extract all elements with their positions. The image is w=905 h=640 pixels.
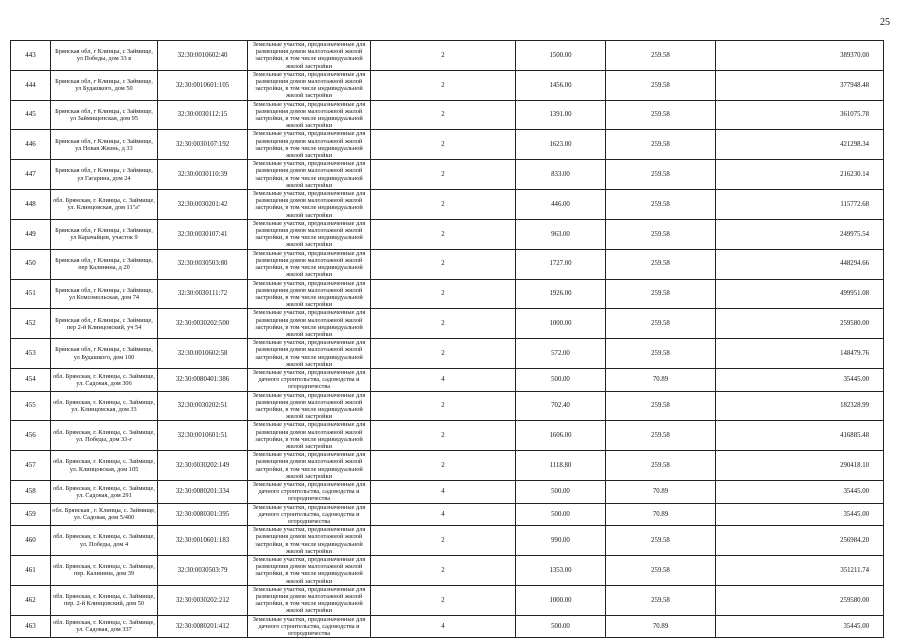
cadastral-value-cell: 259580.00 [716,585,884,615]
table-row [11,585,884,615]
cadastral-number-cell: 32:30:0030111:72 [158,279,248,309]
address-cell: обл. Брянская, г. Клинцы, с. Займище, ул. Клинцовская, дом 105 [51,451,158,481]
group-cell: 2 [371,391,516,421]
area-cell: 500.00 [516,480,606,503]
group-cell: 2 [371,556,516,586]
rate-cell: 259.58 [606,160,716,190]
row-number: 446 [11,130,51,160]
area-cell: 1500.00 [516,41,606,71]
cadastral-number-cell: 32:30:0080201:412 [158,615,248,638]
group-cell: 2 [371,130,516,160]
cadastral-value-cell: 35445.00 [716,368,884,391]
land-purpose-cell: Земельные участки, предназначенные для размещения домов малоэтажной жилой застройки, в том числе индивидуальной жилой застройки [248,526,371,556]
rate-cell: 259.58 [606,100,716,130]
group-cell: 2 [371,219,516,249]
table-row [11,391,884,421]
address-cell: обл. Брянская, г. Клинцы, с. Займище, пер. 2-й Клинцовский, дом 50 [51,585,158,615]
table-row [11,249,884,279]
area-cell: 572.00 [516,339,606,369]
address-cell: обл. Брянская, г. Клинцы, с. Займище, ул. Победы, дом 33-г [51,421,158,451]
table-row [11,556,884,586]
row-number: 448 [11,190,51,220]
group-cell: 2 [371,526,516,556]
group-cell: 2 [371,41,516,71]
row-number: 443 [11,41,51,71]
address-cell: Брянская обл, г Клинцы, с Займище, пер 2-й Клинцовский, уч 54 [51,309,158,339]
cadastral-number-cell: 32:30:0030107:192 [158,130,248,160]
area-cell: 702.40 [516,391,606,421]
row-number: 463 [11,615,51,638]
rate-cell: 259.58 [606,279,716,309]
group-cell: 2 [371,421,516,451]
address-cell: Брянская обл, г Клинцы, с Займище, ул Займищенская, дом 95 [51,100,158,130]
area-cell: 1606.00 [516,421,606,451]
land-purpose-cell: Земельные участки, предназначенные для размещения домов малоэтажной жилой застройки, в том числе индивидуальной жилой застройки [248,556,371,586]
rate-cell: 70.89 [606,480,716,503]
cadastral-number-cell: 32:30:0030202:51 [158,391,248,421]
address-cell: Брянская обл, г Клинцы, с Займище, ул Победы, дом 33 в [51,41,158,71]
row-number: 453 [11,339,51,369]
row-number: 452 [11,309,51,339]
land-purpose-cell: Земельные участки, предназначенные для размещения домов малоэтажной жилой застройки, в том числе индивидуальной жилой застройки [248,451,371,481]
rate-cell: 259.58 [606,70,716,100]
cadastral-number-cell: 32:30:0080301:395 [158,503,248,526]
row-number: 456 [11,421,51,451]
land-purpose-cell: Земельные участки, предназначенные для размещения домов малоэтажной жилой застройки, в том числе индивидуальной жилой застройки [248,160,371,190]
rate-cell: 259.58 [606,526,716,556]
rate-cell: 259.58 [606,556,716,586]
land-purpose-cell: Земельные участки, предназначенные для дачного строительства, садоводства и огородничества [248,503,371,526]
land-purpose-cell: Земельные участки, предназначенные для размещения домов малоэтажной жилой застройки, в том числе индивидуальной жилой застройки [248,585,371,615]
area-cell: 963.00 [516,219,606,249]
land-purpose-cell: Земельные участки, предназначенные для размещения домов малоэтажной жилой застройки, в том числе индивидуальной жилой застройки [248,70,371,100]
row-number: 447 [11,160,51,190]
area-cell: 1000.00 [516,309,606,339]
rate-cell: 259.58 [606,339,716,369]
land-purpose-cell: Земельные участки, предназначенные для размещения домов малоэтажной жилой застройки, в том числе индивидуальной жилой застройки [248,309,371,339]
area-cell: 446.00 [516,190,606,220]
area-cell: 833.00 [516,160,606,190]
address-cell: Брянская обл, г Клинцы, с Займище, ул Гагарина, дом 24 [51,160,158,190]
cadastral-number-cell: 32:30:0030112:15 [158,100,248,130]
table-row [11,130,884,160]
cadastral-value-cell: 361075.78 [716,100,884,130]
group-cell: 4 [371,615,516,638]
cadastral-number-cell: 32:30:0010601:51 [158,421,248,451]
rate-cell: 259.58 [606,421,716,451]
group-cell: 2 [371,451,516,481]
cadastral-value-cell: 377948.48 [716,70,884,100]
land-purpose-cell: Земельные участки, предназначенные для размещения домов малоэтажной жилой застройки, в том числе индивидуальной жилой застройки [248,421,371,451]
table-row [11,421,884,451]
land-purpose-cell: Земельные участки, предназначенные для размещения домов малоэтажной жилой застройки, в том числе индивидуальной жилой застройки [248,391,371,421]
cadastral-number-cell: 32:30:0030201:42 [158,190,248,220]
address-cell: Брянская обл, г Клинцы, с Займище, пер Калинина, д 20 [51,249,158,279]
rate-cell: 259.58 [606,391,716,421]
area-cell: 990.00 [516,526,606,556]
cadastral-value-cell: 148479.76 [716,339,884,369]
table-row [11,160,884,190]
cadastral-value-cell: 35445.00 [716,503,884,526]
land-purpose-cell: Земельные участки, предназначенные для размещения домов малоэтажной жилой застройки, в том числе индивидуальной жилой застройки [248,339,371,369]
land-purpose-cell: Земельные участки, предназначенные для размещения домов малоэтажной жилой застройки, в том числе индивидуальной жилой застройки [248,130,371,160]
row-number: 462 [11,585,51,615]
land-purpose-cell: Земельные участки, предназначенные для дачного строительства, садоводства и огородничества [248,368,371,391]
group-cell: 4 [371,480,516,503]
page-number: 25 [880,17,890,28]
row-number: 449 [11,219,51,249]
rate-cell: 259.58 [606,190,716,220]
rate-cell: 259.58 [606,451,716,481]
area-cell: 1000.00 [516,585,606,615]
land-purpose-cell: Земельные участки, предназначенные для размещения домов малоэтажной жилой застройки, в том числе индивидуальной жилой застройки [248,279,371,309]
area-cell: 1391.00 [516,100,606,130]
cadastral-number-cell: 32:30:0010601:183 [158,526,248,556]
row-number: 450 [11,249,51,279]
cadastral-value-cell: 35445.00 [716,615,884,638]
table-row [11,70,884,100]
address-cell: Брянская обл, г Клинцы, с Займище, ул Будашкого, дом 50 [51,70,158,100]
group-cell: 2 [371,279,516,309]
parcel-table-body [11,41,884,638]
cadastral-value-cell: 259580.00 [716,309,884,339]
rate-cell: 259.58 [606,585,716,615]
cadastral-number-cell: 32:30:0080401:386 [158,368,248,391]
parcel-table [10,40,884,638]
table-row [11,100,884,130]
land-purpose-cell: Земельные участки, предназначенные для дачного строительства, садоводства и огородничества [248,615,371,638]
row-number: 451 [11,279,51,309]
table-row [11,503,884,526]
group-cell: 2 [371,100,516,130]
address-cell: Брянская обл, г Клинцы, с Займище, ул Карачайцев, участок 9 [51,219,158,249]
land-purpose-cell: Земельные участки, предназначенные для размещения домов малоэтажной жилой застройки, в том числе индивидуальной жилой застройки [248,100,371,130]
table-row [11,41,884,71]
area-cell: 1926.00 [516,279,606,309]
rate-cell: 259.58 [606,41,716,71]
address-cell: обл. Брянская, г. Клинцы, с. Займище, ул. Садовая, дом 306 [51,368,158,391]
cadastral-value-cell: 290418.10 [716,451,884,481]
rate-cell: 259.58 [606,219,716,249]
address-cell: обл. Брянская, г. Клинцы, с. Займище, ул. Клинцовская, дом 33 [51,391,158,421]
land-purpose-cell: Земельные участки, предназначенные для размещения домов малоэтажной жилой застройки, в том числе индивидуальной жилой застройки [248,219,371,249]
table-row [11,309,884,339]
rate-cell: 70.89 [606,615,716,638]
cadastral-number-cell: 32:30:0030202:149 [158,451,248,481]
table-row [11,451,884,481]
row-number: 454 [11,368,51,391]
cadastral-value-cell: 416885.48 [716,421,884,451]
address-cell: обл. Брянская, г. Клинцы, с. Займище, ул. Победы, дом 4 [51,526,158,556]
address-cell: Брянская обл, г Клинцы, с Займище, ул Будашкого, дом 100 [51,339,158,369]
table-row [11,368,884,391]
cadastral-number-cell: 32:30:0010602:40 [158,41,248,71]
cadastral-value-cell: 115772.68 [716,190,884,220]
cadastral-value-cell: 351211.74 [716,556,884,586]
area-cell: 1623.00 [516,130,606,160]
cadastral-number-cell: 32:30:0030110:39 [158,160,248,190]
cadastral-number-cell: 32:30:0030202:500 [158,309,248,339]
area-cell: 500.00 [516,503,606,526]
address-cell: Брянская обл, г Клинцы, с Займище, ул Комсомольская, дом 74 [51,279,158,309]
cadastral-value-cell: 35445.00 [716,480,884,503]
group-cell: 2 [371,339,516,369]
land-purpose-cell: Земельные участки, предназначенные для дачного строительства, садоводства и огородничества [248,480,371,503]
area-cell: 1118.80 [516,451,606,481]
cadastral-value-cell: 448294.66 [716,249,884,279]
address-cell: обл. Брянская, г. Клинцы, с. Займище, ул. Клинцовская, дом 11"а" [51,190,158,220]
row-number: 458 [11,480,51,503]
rate-cell: 259.58 [606,249,716,279]
table-row [11,339,884,369]
land-purpose-cell: Земельные участки, предназначенные для размещения домов малоэтажной жилой застройки, в том числе индивидуальной жилой застройки [248,190,371,220]
cadastral-number-cell: 32:30:0010601:105 [158,70,248,100]
table-row [11,615,884,638]
cadastral-value-cell: 499951.08 [716,279,884,309]
cadastral-number-cell: 32:30:0030503:80 [158,249,248,279]
address-cell: обл. Брянская, г. Клинцы, с. Займище, ул. Садовая, дом 291 [51,480,158,503]
row-number: 459 [11,503,51,526]
cadastral-value-cell: 389370.00 [716,41,884,71]
group-cell: 4 [371,503,516,526]
area-cell: 1727.00 [516,249,606,279]
rate-cell: 70.89 [606,368,716,391]
cadastral-number-cell: 32:30:0010602:58 [158,339,248,369]
table-row [11,526,884,556]
cadastral-value-cell: 249975.54 [716,219,884,249]
land-purpose-cell: Земельные участки, предназначенные для размещения домов малоэтажной жилой застройки, в том числе индивидуальной жилой застройки [248,41,371,71]
area-cell: 500.00 [516,615,606,638]
table-row [11,190,884,220]
rate-cell: 70.89 [606,503,716,526]
cadastral-value-cell: 421298.34 [716,130,884,160]
table-row [11,219,884,249]
group-cell: 2 [371,249,516,279]
cadastral-number-cell: 32:30:0030107:41 [158,219,248,249]
row-number: 445 [11,100,51,130]
address-cell: обл. Брянская, г. Клинцы, с. Займище, пер. Калинина, дом 39 [51,556,158,586]
group-cell: 2 [371,309,516,339]
row-number: 461 [11,556,51,586]
row-number: 444 [11,70,51,100]
row-number: 457 [11,451,51,481]
area-cell: 500.00 [516,368,606,391]
address-cell: обл. Брянская, г. Клинцы, с. Займище, ул. Садовая, дом 337 [51,615,158,638]
cadastral-value-cell: 216230.14 [716,160,884,190]
row-number: 460 [11,526,51,556]
cadastral-number-cell: 32:30:0030503:79 [158,556,248,586]
rate-cell: 259.58 [606,130,716,160]
cadastral-number-cell: 32:30:0030202:212 [158,585,248,615]
address-cell: Брянская обл, г Клинцы, с Займище, ул Новая Жизнь, д 33 [51,130,158,160]
address-cell: обл. Брянская , г. Клинцы, с. Займище, ул. Садовая, дом 5/400 [51,503,158,526]
table-row [11,279,884,309]
cadastral-value-cell: 182328.99 [716,391,884,421]
table-row [11,480,884,503]
area-cell: 1456.00 [516,70,606,100]
land-purpose-cell: Земельные участки, предназначенные для размещения домов малоэтажной жилой застройки, в том числе индивидуальной жилой застройки [248,249,371,279]
group-cell: 2 [371,585,516,615]
area-cell: 1353.00 [516,556,606,586]
rate-cell: 259.58 [606,309,716,339]
cadastral-number-cell: 32:30:0080201:334 [158,480,248,503]
group-cell: 2 [371,190,516,220]
cadastral-value-cell: 256984.20 [716,526,884,556]
group-cell: 4 [371,368,516,391]
group-cell: 2 [371,70,516,100]
group-cell: 2 [371,160,516,190]
row-number: 455 [11,391,51,421]
